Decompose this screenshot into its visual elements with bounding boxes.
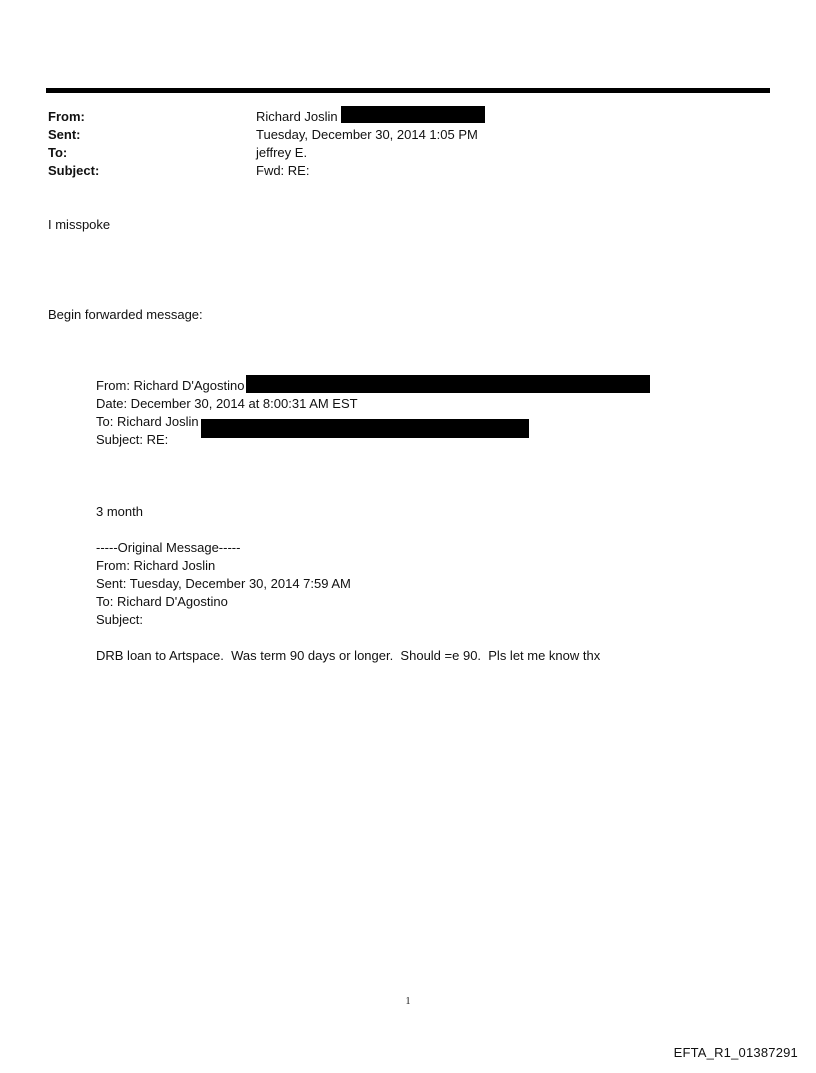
body-line: I misspoke [48, 217, 111, 232]
redaction-box [341, 106, 485, 123]
orig-message: DRB loan to Artspace. Was term 90 days or longer. Should =e 90. Pls let me know thx [96, 648, 601, 663]
page-number: 1 [405, 996, 411, 1007]
fwd-reply: 3 month [96, 504, 143, 519]
orig-from: From: Richard Joslin [96, 558, 216, 573]
redaction-box [201, 419, 529, 438]
redaction-box [246, 375, 650, 393]
to-label: To: [48, 145, 68, 160]
orig-subject: Subject: [96, 612, 143, 627]
original-separator: -----Original Message----- [96, 540, 241, 555]
sent-value: Tuesday, December 30, 2014 1:05 PM [256, 127, 478, 142]
from-label: From: [48, 109, 85, 124]
orig-sent: Sent: Tuesday, December 30, 2014 7:59 AM [96, 576, 351, 591]
fwd-from: From: Richard D'Agostino [96, 378, 245, 393]
header-rule [46, 88, 770, 93]
document-id: EFTA_R1_01387291 [673, 1045, 798, 1060]
sent-label: Sent: [48, 127, 81, 142]
forward-intro: Begin forwarded message: [48, 307, 203, 322]
to-value: jeffrey E. [256, 145, 308, 160]
subject-value: Fwd: RE: [256, 163, 310, 178]
subject-label: Subject: [48, 163, 100, 178]
from-value: Richard Joslin [256, 109, 338, 124]
fwd-subject: Subject: RE: [96, 432, 169, 447]
fwd-date: Date: December 30, 2014 at 8:00:31 AM EST [96, 396, 358, 411]
orig-to: To: Richard D'Agostino [96, 594, 228, 609]
fwd-to: To: Richard Joslin [96, 414, 199, 429]
